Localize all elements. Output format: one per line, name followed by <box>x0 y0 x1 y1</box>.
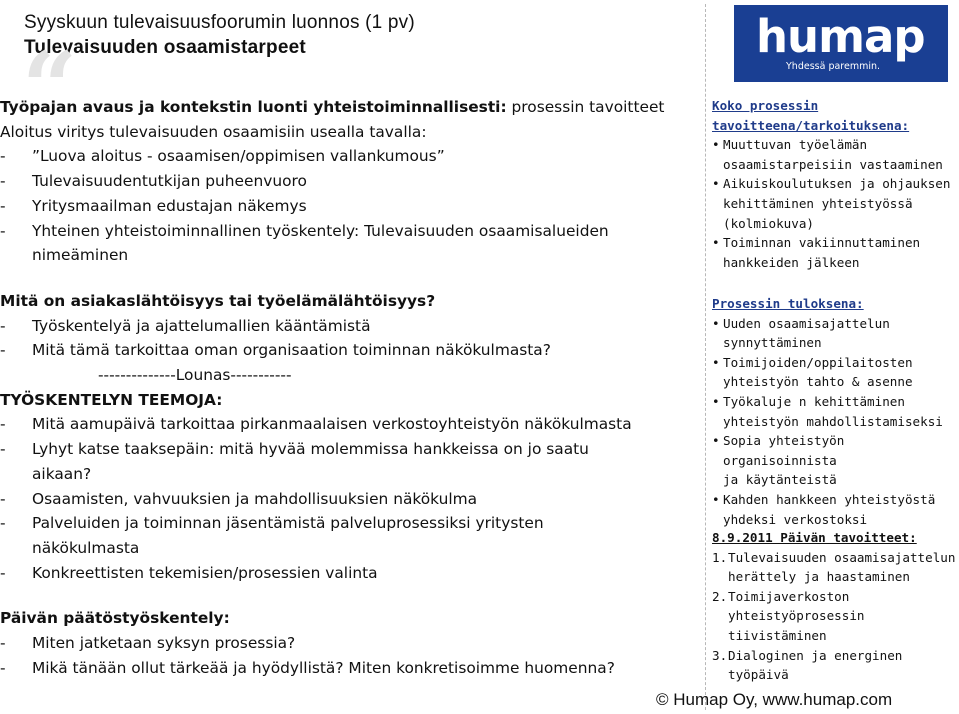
day-goals-section <box>712 528 958 685</box>
title-line-2: Tulevaisuuden osaamistarpeet <box>24 37 306 58</box>
result-section <box>712 294 958 529</box>
list-item: • Toimijoiden/oppilaitosten yhteistyön tahto & asenne <box>712 354 913 390</box>
list-item: - Mitä tämä tarkoittaa oman organisaation toiminnan näkökulmasta? <box>0 341 551 360</box>
list-item-continuation: nimeäminen <box>32 246 129 265</box>
intro-bold: Työpajan avaus ja kontekstin luonti yhteistoiminnallisesti: <box>0 98 507 116</box>
logo-tagline: Yhdessä paremmin. <box>786 61 881 72</box>
copyright-footer: © Humap Oy, www.humap.com <box>656 690 893 709</box>
list-item: - Yritysmaailman edustajan näkemys <box>0 196 307 215</box>
list-item: • Työkaluje n kehittäminen yhteistyön mahdollistamiseksi <box>712 393 943 429</box>
list-item: - Palveluiden ja toiminnan jäsentämistä palveluprosessiksi yritysten <box>0 514 544 533</box>
lunch-break-line: --------------Lounas----------- <box>98 366 292 385</box>
list-item: - Mitä aamupäivä tarkoittaa pirkanmaalaisen verkostoyhteistyön näkökulmasta <box>0 415 632 434</box>
title-line-1: Syyskuun tulevaisuusfoorumin luonnos (1 pv) <box>24 12 415 33</box>
list-item: - Yhteinen yhteistoiminnallinen työskentely: Tulevaisuuden osaamisalueiden <box>0 221 609 240</box>
list-item-continuation: aikaan? <box>32 464 92 483</box>
humap-logo <box>734 5 948 82</box>
themes-heading: TYÖSKENTELYN TEEMOJA: <box>0 390 223 409</box>
list-item: - Miten jatketaan syksyn prosessia? <box>0 634 296 653</box>
list-item: - Työskentelyä ja ajattelumallien kääntämistä <box>0 316 371 335</box>
slide-title <box>24 10 415 60</box>
list-item: • Aikuiskoulutuksen ja ohjauksen kehittäminen yhteistyössä (kolmiokuva) <box>712 176 951 231</box>
goal-heading-2: tavoitteena/tarkoituksena: <box>712 117 910 133</box>
result-heading: Prosessin tuloksena: <box>712 296 864 311</box>
quote-mark-decoration: “ <box>22 31 72 144</box>
column-divider <box>705 4 706 710</box>
goal-heading: Koko prosessin <box>712 98 819 113</box>
intro-line-2: Aloitus viritys tulevaisuuden osaamisiin usealla tavalla: <box>0 122 427 141</box>
intro-line <box>0 95 690 120</box>
list-item: - Tulevaisuudentutkijan puheenvuoro <box>0 172 307 191</box>
list-item: • Sopia yhteistyön organisoinnista ja käytänteistä <box>712 433 845 488</box>
list-item: 3. Dialoginen ja energinen työpäivä <box>712 647 903 683</box>
list-item: - Osaamisten, vahvuuksien ja mahdollisuuksien näkökulma <box>0 489 478 508</box>
list-item: 1. Tulevaisuuden osaamisajattelun herättely ja haastaminen <box>712 549 956 585</box>
list-item: - Mikä tänään ollut tärkeää ja hyödyllistä? Miten konkretisoimme huomenna? <box>0 658 615 677</box>
goal-section <box>712 96 958 272</box>
list-item: • Toiminnan vakiinnuttaminen hankkeiden jälkeen <box>712 235 921 270</box>
question-heading: Mitä on asiakaslähtöisyys tai työelämälähtöisyys? <box>0 291 436 310</box>
list-item: • Uuden osaamisajattelun synnyttäminen <box>712 315 890 351</box>
list-item: • Kahden hankkeen yhteistyöstä yhdeksi verkostoksi <box>712 491 936 527</box>
list-item: - ”Luova aloitus - osaamisen/oppimisen vallankumous” <box>0 147 445 166</box>
list-item: - Lyhyt katse taaksepäin: mitä hyvää molemmissa hankkeissa on jo saatu <box>0 440 589 459</box>
intro-rest: prosessin tavoitteet <box>506 98 665 116</box>
list-item: 2. Toimijaverkoston yhteistyöprosessin tiivistäminen <box>712 588 865 643</box>
logo-wordmark: humap <box>756 10 925 63</box>
closing-heading: Päivän päätöstyöskentely: <box>0 609 230 628</box>
list-item: - Konkreettisten tekemisien/prosessien valinta <box>0 563 378 582</box>
list-item: • Muuttuvan työelämän osaamistarpeisiin vastaaminen <box>712 137 943 172</box>
day-goals-heading: 8.9.2011 Päivän tavoitteet: <box>712 530 917 545</box>
list-item-continuation: näkökulmasta <box>32 538 140 557</box>
agenda-body <box>0 95 690 680</box>
